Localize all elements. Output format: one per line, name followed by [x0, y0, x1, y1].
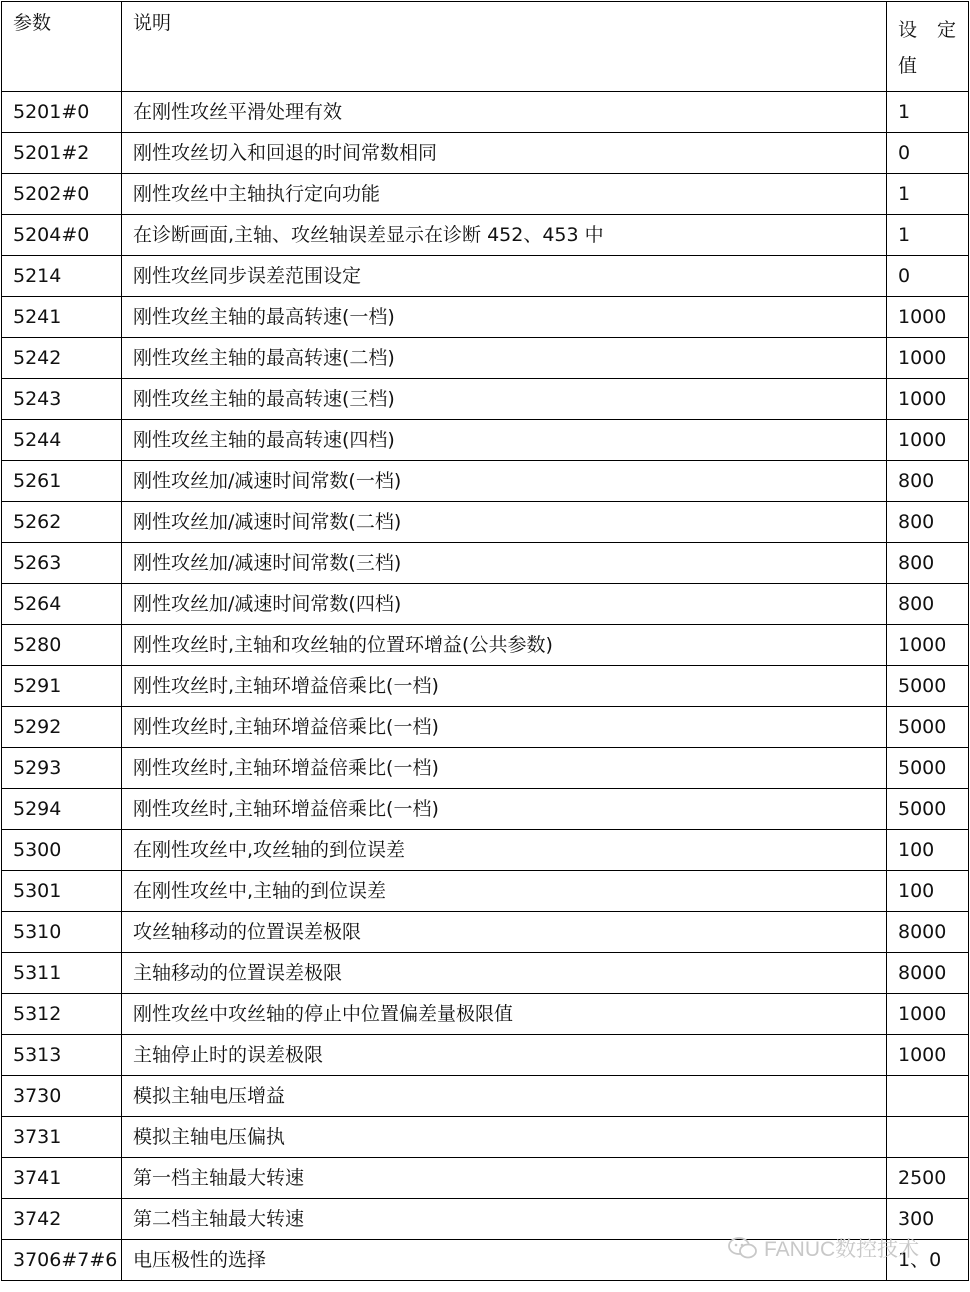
- value-cell: 300: [887, 1199, 969, 1240]
- description-cell: 刚性攻丝主轴的最高转速(一档): [122, 297, 887, 338]
- param-cell: 5202#0: [2, 174, 122, 215]
- param-cell: 3706#7#6: [2, 1240, 122, 1281]
- table-row: [2, 871, 969, 912]
- param-cell: 5294: [2, 789, 122, 830]
- value-cell: 100: [887, 871, 969, 912]
- watermark-text: FANUC数控技术: [764, 1238, 920, 1261]
- value-cell: 1000: [887, 338, 969, 379]
- table-row: [2, 338, 969, 379]
- description-cell: 第一档主轴最大转速: [122, 1158, 887, 1199]
- param-cell: 3730: [2, 1076, 122, 1117]
- description-cell: 主轴停止时的误差极限: [122, 1035, 887, 1076]
- param-cell: 5301: [2, 871, 122, 912]
- table-row: [2, 543, 969, 584]
- value-cell: 2500: [887, 1158, 969, 1199]
- description-cell: 主轴移动的位置误差极限: [122, 953, 887, 994]
- description-cell: 攻丝轴移动的位置误差极限: [122, 912, 887, 953]
- param-cell: 5261: [2, 461, 122, 502]
- param-cell: 5204#0: [2, 215, 122, 256]
- table-row: [2, 1117, 969, 1158]
- description-cell: 刚性攻丝中主轴执行定向功能: [122, 174, 887, 215]
- description-cell: 刚性攻丝切入和回退的时间常数相同: [122, 133, 887, 174]
- param-cell: 3741: [2, 1158, 122, 1199]
- value-cell: 1000: [887, 625, 969, 666]
- table-row: [2, 830, 969, 871]
- param-cell: 5243: [2, 379, 122, 420]
- table-row: [2, 256, 969, 297]
- wechat-icon: [728, 1236, 758, 1260]
- description-cell: 刚性攻丝加/减速时间常数(一档): [122, 461, 887, 502]
- table-row: [2, 92, 969, 133]
- value-cell: 8000: [887, 912, 969, 953]
- description-cell: 刚性攻丝时,主轴环增益倍乘比(一档): [122, 707, 887, 748]
- table-row: [2, 1035, 969, 1076]
- param-cell: 5262: [2, 502, 122, 543]
- parameter-table: [1, 1, 969, 1281]
- table-row: [2, 625, 969, 666]
- table-row: [2, 297, 969, 338]
- description-cell: 刚性攻丝加/减速时间常数(三档): [122, 543, 887, 584]
- header-value-char-2: 定: [936, 19, 956, 41]
- value-cell: 5000: [887, 666, 969, 707]
- description-cell: 在刚性攻丝中,攻丝轴的到位误差: [122, 830, 887, 871]
- value-cell: 1、0: [887, 1240, 969, 1281]
- value-cell: 1000: [887, 420, 969, 461]
- value-cell: 1: [887, 215, 969, 256]
- value-cell: 1000: [887, 1035, 969, 1076]
- value-cell: 1000: [887, 379, 969, 420]
- description-cell: 在诊断画面,主轴、攻丝轴误差显示在诊断 452、453 中: [122, 215, 887, 256]
- param-cell: 5241: [2, 297, 122, 338]
- description-cell: 刚性攻丝主轴的最高转速(二档): [122, 338, 887, 379]
- param-cell: 5280: [2, 625, 122, 666]
- param-cell: 5311: [2, 953, 122, 994]
- param-cell: 5244: [2, 420, 122, 461]
- table-row: [2, 379, 969, 420]
- value-cell: 1000: [887, 994, 969, 1035]
- table-row: [2, 584, 969, 625]
- description-cell: 刚性攻丝加/减速时间常数(二档): [122, 502, 887, 543]
- table-row: [2, 215, 969, 256]
- param-cell: 5313: [2, 1035, 122, 1076]
- value-cell: [887, 1076, 969, 1117]
- table-row: [2, 502, 969, 543]
- description-cell: 在刚性攻丝中,主轴的到位误差: [122, 871, 887, 912]
- value-cell: 5000: [887, 707, 969, 748]
- value-cell: [887, 1117, 969, 1158]
- description-cell: 刚性攻丝时,主轴和攻丝轴的位置环增益(公共参数): [122, 625, 887, 666]
- description-cell: 刚性攻丝时,主轴环增益倍乘比(一档): [122, 789, 887, 830]
- param-cell: 5201#2: [2, 133, 122, 174]
- param-cell: 5312: [2, 994, 122, 1035]
- param-cell: 5291: [2, 666, 122, 707]
- param-cell: 5242: [2, 338, 122, 379]
- table-row: [2, 912, 969, 953]
- value-cell: 800: [887, 584, 969, 625]
- table-header-row: [2, 2, 969, 92]
- param-cell: 5310: [2, 912, 122, 953]
- description-cell: 模拟主轴电压增益: [122, 1076, 887, 1117]
- param-cell: 5201#0: [2, 92, 122, 133]
- param-cell: 3731: [2, 1117, 122, 1158]
- table-row: [2, 420, 969, 461]
- table-row: [2, 133, 969, 174]
- value-cell: 100: [887, 830, 969, 871]
- value-cell: 800: [887, 502, 969, 543]
- table-row: [2, 1158, 969, 1199]
- value-cell: 1000: [887, 297, 969, 338]
- description-cell: 模拟主轴电压偏执: [122, 1117, 887, 1158]
- description-cell: 刚性攻丝中攻丝轴的停止中位置偏差量极限值: [122, 994, 887, 1035]
- description-cell: 刚性攻丝时,主轴环增益倍乘比(一档): [122, 666, 887, 707]
- param-cell: 5264: [2, 584, 122, 625]
- table-row: [2, 1076, 969, 1117]
- table-row: [2, 953, 969, 994]
- param-cell: 5214: [2, 256, 122, 297]
- value-cell: 800: [887, 461, 969, 502]
- description-cell: 刚性攻丝同步误差范围设定: [122, 256, 887, 297]
- value-cell: 1: [887, 174, 969, 215]
- param-cell: 5263: [2, 543, 122, 584]
- table-row: [2, 174, 969, 215]
- param-cell: 5293: [2, 748, 122, 789]
- table-row: [2, 666, 969, 707]
- value-cell: 5000: [887, 789, 969, 830]
- header-param: 参数: [2, 2, 122, 92]
- description-cell: 第二档主轴最大转速: [122, 1199, 887, 1240]
- table-row: [2, 789, 969, 830]
- header-value-char-1: 设: [898, 19, 918, 41]
- value-cell: 1: [887, 92, 969, 133]
- description-cell: 刚性攻丝时,主轴环增益倍乘比(一档): [122, 748, 887, 789]
- table-row: [2, 707, 969, 748]
- watermark: [728, 1234, 919, 1262]
- value-cell: 5000: [887, 748, 969, 789]
- table-row: [2, 461, 969, 502]
- header-desc: 说明: [122, 2, 887, 92]
- value-cell: 0: [887, 256, 969, 297]
- table-row: [2, 748, 969, 789]
- description-cell: 电压极性的选择: [122, 1240, 887, 1281]
- description-cell: 刚性攻丝主轴的最高转速(四档): [122, 420, 887, 461]
- param-cell: 5292: [2, 707, 122, 748]
- description-cell: 在刚性攻丝平滑处理有效: [122, 92, 887, 133]
- description-cell: 刚性攻丝加/减速时间常数(四档): [122, 584, 887, 625]
- value-cell: 0: [887, 133, 969, 174]
- value-cell: 800: [887, 543, 969, 584]
- param-cell: 5300: [2, 830, 122, 871]
- description-cell: 刚性攻丝主轴的最高转速(三档): [122, 379, 887, 420]
- value-cell: 8000: [887, 953, 969, 994]
- header-value: [887, 2, 969, 92]
- param-cell: 3742: [2, 1199, 122, 1240]
- header-value-char-3: 值: [898, 55, 918, 77]
- table-row: [2, 994, 969, 1035]
